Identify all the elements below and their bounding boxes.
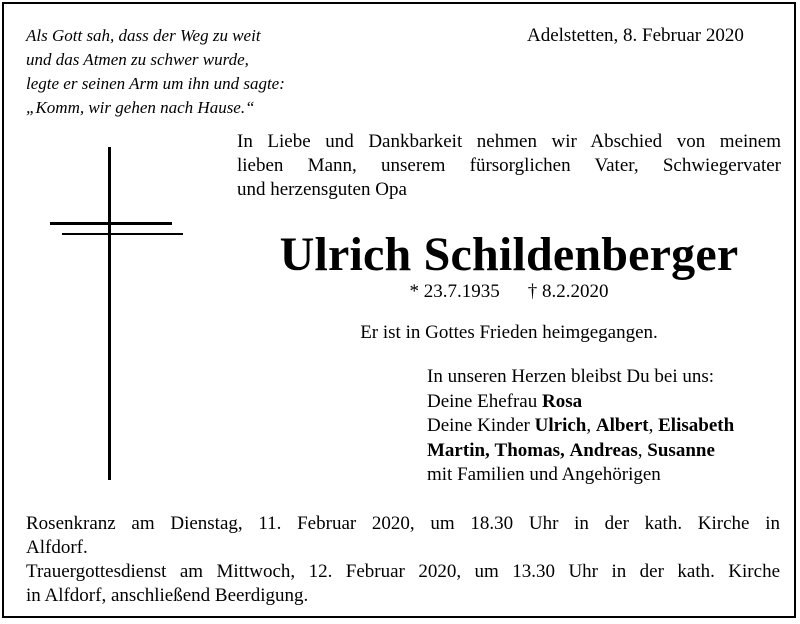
child-name: Elisabeth bbox=[658, 415, 735, 436]
intro-line: und herzensguten Opa bbox=[237, 179, 407, 200]
intro-line: lieben Mann, unserem fürsorglichen Vater, Schwiegervater bbox=[237, 155, 781, 176]
life-dates bbox=[237, 280, 781, 304]
children-prefix: Deine Kinder bbox=[427, 415, 530, 436]
intro-text bbox=[237, 130, 781, 202]
service-line: Rosenkranz am Dienstag, 11. Februar 2020, um 18.30 Uhr in der kath. Kirche in bbox=[26, 513, 780, 534]
cross-bar bbox=[50, 222, 172, 225]
peace-line: Er ist in Gottes Frieden heimgegangen. bbox=[360, 322, 658, 343]
child-name: Susanne bbox=[647, 439, 715, 461]
child-name: Albert bbox=[595, 415, 649, 436]
deceased-name: Ulrich Schildenberger bbox=[279, 228, 739, 281]
child-name: Andreas bbox=[569, 439, 638, 461]
cross-icon bbox=[108, 147, 111, 480]
poem-line: legte er seinen Arm um ihn und sagte: bbox=[26, 74, 285, 93]
cross-bar bbox=[62, 233, 183, 235]
children-line: Deine Kinder Ulrich, Albert, Elisabeth bbox=[427, 415, 735, 436]
poem-line: „Komm, wir gehen nach Hause.“ bbox=[26, 98, 255, 117]
family-closing: mit Familien und Angehörigen bbox=[427, 464, 661, 485]
child-name: Thomas bbox=[494, 439, 561, 461]
poem bbox=[26, 24, 285, 120]
wife-line bbox=[427, 390, 734, 415]
wife-prefix: Deine Ehefrau bbox=[427, 390, 538, 412]
poem-line: und das Atmen zu schwer wurde, bbox=[26, 50, 249, 69]
place-date: Adelstetten, 8. Februar 2020 bbox=[527, 25, 744, 46]
service-info bbox=[26, 512, 780, 608]
children-line: Martin, Thomas, Andreas, Susanne bbox=[427, 439, 715, 461]
poem-line: Als Gott sah, dass der Weg zu weit bbox=[26, 26, 261, 45]
birth-date: * 23.7.1935 bbox=[409, 281, 500, 302]
child-name: Ulrich bbox=[534, 415, 587, 436]
death-date: † 8.2.2020 bbox=[527, 281, 609, 302]
family-block bbox=[427, 365, 734, 488]
child-name: Martin bbox=[427, 439, 486, 461]
intro-line: In Liebe und Dankbarkeit nehmen wir Abschied von meinem bbox=[237, 131, 781, 152]
wife-name: Rosa bbox=[542, 390, 583, 412]
service-line: in Alfdorf, anschließend Beerdigung. bbox=[26, 585, 309, 606]
service-line: Trauergottesdienst am Mittwoch, 12. Februar 2020, um 13.30 Uhr in der kath. Kirche bbox=[26, 561, 780, 582]
obituary-notice bbox=[2, 2, 796, 618]
service-line: Alfdorf. bbox=[26, 537, 88, 558]
family-heading: In unseren Herzen bleibst Du bei uns: bbox=[427, 366, 715, 387]
